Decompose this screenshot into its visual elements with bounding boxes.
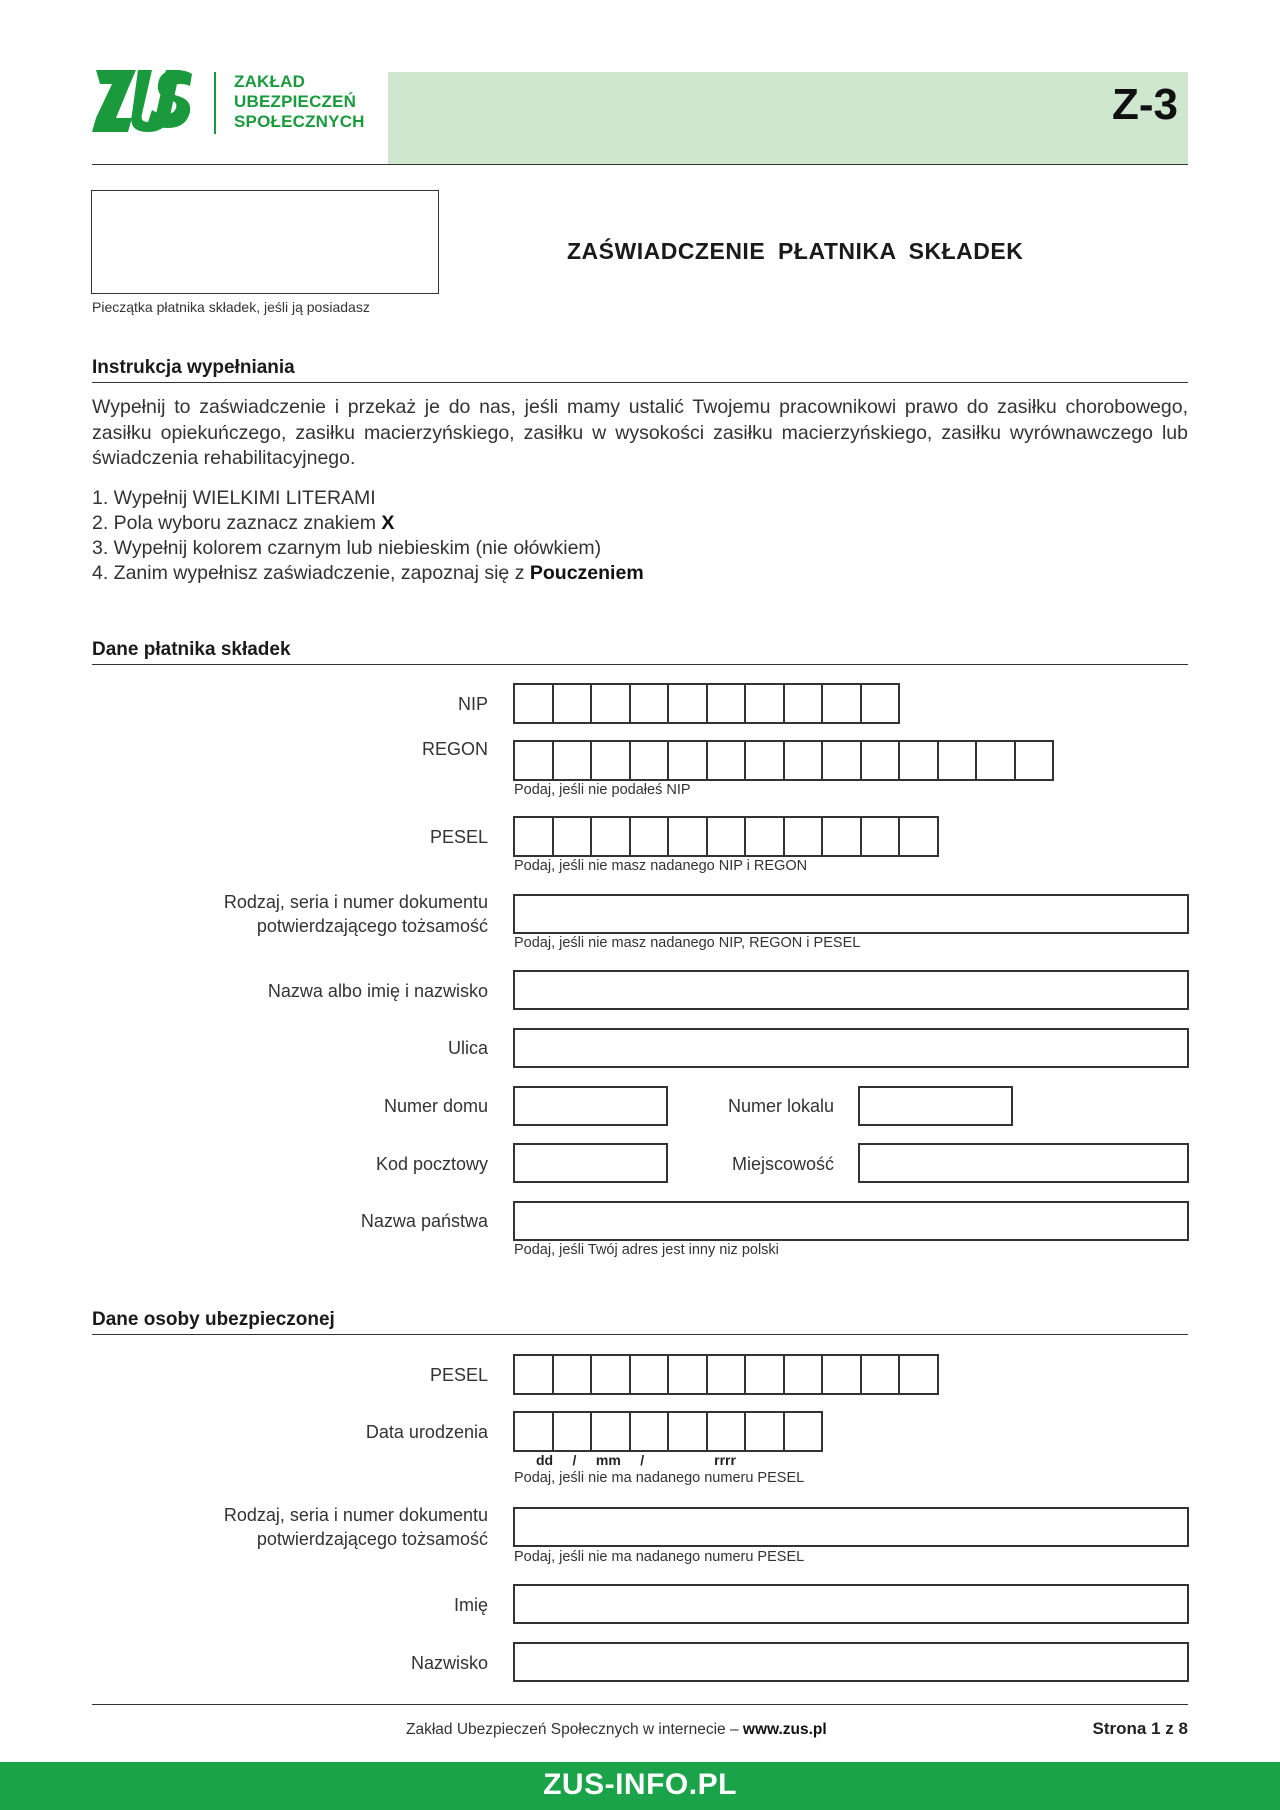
digit-cell[interactable] xyxy=(862,818,901,855)
digit-cell[interactable] xyxy=(708,818,747,855)
insured-pesel-label: PESEL xyxy=(429,1365,488,1385)
digit-cell[interactable] xyxy=(823,818,862,855)
digit-cell[interactable] xyxy=(592,818,631,855)
payer-country-hint: Podaj, jeśli Twój adres jest inny niz polski xyxy=(514,1242,779,1258)
digit-cell[interactable] xyxy=(823,742,862,779)
digit-cell[interactable] xyxy=(939,742,978,779)
payer-apt-label: Numer lokalu xyxy=(727,1096,834,1116)
digit-cell[interactable] xyxy=(669,1413,708,1450)
digit-cell[interactable] xyxy=(515,1413,554,1450)
payer-name-field[interactable] xyxy=(513,970,1189,1010)
payer-country-field[interactable] xyxy=(513,1201,1189,1241)
page-total: 8 xyxy=(1178,1719,1188,1738)
digit-cell[interactable] xyxy=(746,1413,785,1450)
payer-postal-label: Kod pocztowy xyxy=(375,1154,488,1174)
insured-pesel-field[interactable] xyxy=(513,1354,939,1395)
insured-doc-label-line: Rodzaj, seria i numer dokumentu xyxy=(223,1505,488,1525)
digit-cell[interactable] xyxy=(554,818,593,855)
logo-divider xyxy=(214,72,216,134)
insured-dob-hint: Podaj, jeśli nie ma nadanego numeru PESEL xyxy=(514,1470,805,1486)
payer-pesel-label: PESEL xyxy=(429,827,488,847)
payer-doc-hint: Podaj, jeśli nie masz nadanego NIP, REGON i PESEL xyxy=(514,935,861,951)
digit-cell[interactable] xyxy=(746,685,785,722)
zus-logo xyxy=(92,66,196,138)
payer-postal-field[interactable] xyxy=(513,1143,668,1183)
payer-regon-field[interactable] xyxy=(513,740,1054,781)
insured-doc-field[interactable] xyxy=(513,1507,1189,1547)
payer-doc-label-line: potwierdzającego tożsamość xyxy=(256,916,488,936)
insured-doc-label-line: potwierdzającego tożsamość xyxy=(256,1529,488,1549)
digit-cell[interactable] xyxy=(631,1356,670,1393)
insured-dob-field[interactable] xyxy=(513,1411,823,1452)
page-word: Strona xyxy=(1092,1719,1147,1738)
digit-cell[interactable] xyxy=(708,1413,747,1450)
footer-rule xyxy=(92,1704,1188,1705)
step-1: 1. Wypełnij WIELKIMI LITERAMI xyxy=(92,487,376,509)
insured-heading: Dane osoby ubezpieczonej xyxy=(92,1309,335,1330)
payer-doc-label xyxy=(224,890,488,938)
payer-pesel-field[interactable] xyxy=(513,816,939,857)
stamp-caption: Pieczątka płatnika składek, jeśli ją posiadasz xyxy=(92,299,370,315)
insured-dob-format: dd / mm / rrrr xyxy=(536,1452,736,1468)
digit-cell[interactable] xyxy=(515,685,554,722)
insured-doc-label xyxy=(224,1503,488,1551)
org-name-line: ZAKŁAD xyxy=(234,72,306,91)
payer-name-label: Nazwa albo imię i nazwisko xyxy=(267,981,488,1001)
insured-dob-label: Data urodzenia xyxy=(365,1422,488,1442)
digit-cell[interactable] xyxy=(631,685,670,722)
form-code: Z-3 xyxy=(1112,80,1178,129)
document-title: ZAŚWIADCZENIE PŁATNIKA SKŁADEK xyxy=(567,238,1024,264)
step-3: 3. Wypełnij kolorem czarnym lub niebieskim (nie ołówkiem) xyxy=(92,537,602,559)
step-2-text: 2. Pola wyboru zaznacz znakiem xyxy=(92,512,382,534)
digit-cell[interactable] xyxy=(515,818,554,855)
digit-cell[interactable] xyxy=(785,685,824,722)
digit-cell[interactable] xyxy=(669,742,708,779)
payer-country-label: Nazwa państwa xyxy=(360,1211,488,1231)
payer-nip-field[interactable] xyxy=(513,683,900,724)
digit-cell[interactable] xyxy=(708,742,747,779)
payer-heading: Dane płatnika składek xyxy=(92,639,291,660)
payer-house-label: Numer domu xyxy=(383,1096,488,1116)
step-4 xyxy=(92,561,644,586)
payer-apt-field[interactable] xyxy=(858,1086,1013,1126)
instructions-heading: Instrukcja wypełniania xyxy=(92,357,295,378)
insured-first-name-field[interactable] xyxy=(513,1584,1189,1624)
digit-cell[interactable] xyxy=(862,742,901,779)
payer-city-label: Miejscowość xyxy=(731,1154,834,1174)
section-rule xyxy=(92,1334,1188,1335)
digit-cell[interactable] xyxy=(708,685,747,722)
digit-cell[interactable] xyxy=(515,742,554,779)
digit-cell[interactable] xyxy=(592,742,631,779)
digit-cell[interactable] xyxy=(785,742,824,779)
digit-cell[interactable] xyxy=(554,1413,593,1450)
digit-cell[interactable] xyxy=(669,1356,708,1393)
page-number xyxy=(1093,1719,1188,1739)
digit-cell[interactable] xyxy=(785,1356,824,1393)
insured-first-name-label: Imię xyxy=(453,1595,488,1615)
page-separator: z xyxy=(1165,1719,1174,1738)
digit-cell[interactable] xyxy=(631,742,670,779)
instructions-intro: Wypełnij to zaświadczenie i przekaż je do nas, jeśli mamy ustalić Twojemu pracownikowi prawo do zasiłku chorobowego, zasiłku opiekuńczego, zasiłku macierzyńskiego, zasiłku w wysokości zasiłku macierzyńskiego, zasiłku wyrównawczego lub świadczenia rehabilitacyjnego. xyxy=(92,396,1188,469)
digit-cell[interactable] xyxy=(746,818,785,855)
digit-cell[interactable] xyxy=(785,1413,824,1450)
digit-cell[interactable] xyxy=(823,685,862,722)
step-2 xyxy=(92,511,644,536)
payer-regon-hint: Podaj, jeśli nie podałeś NIP xyxy=(514,782,691,798)
footer-url-link[interactable]: www.zus.pl xyxy=(742,1721,827,1738)
digit-cell[interactable] xyxy=(669,818,708,855)
digit-cell[interactable] xyxy=(669,685,708,722)
step-4-text: 4. Zanim wypełnisz zaświadczenie, zapoznaj się z xyxy=(92,562,530,584)
payer-nip-label: NIP xyxy=(457,694,488,714)
org-name-line: SPOŁECZNYCH xyxy=(234,112,365,131)
digit-cell[interactable] xyxy=(900,742,939,779)
footer-note xyxy=(406,1721,827,1739)
digit-cell[interactable] xyxy=(746,1356,785,1393)
digit-cell[interactable] xyxy=(554,685,593,722)
digit-cell[interactable] xyxy=(631,818,670,855)
section-rule xyxy=(92,382,1188,383)
header-rule xyxy=(92,164,1188,165)
digit-cell[interactable] xyxy=(785,818,824,855)
digit-cell[interactable] xyxy=(862,685,901,722)
digit-cell[interactable] xyxy=(900,1356,939,1393)
payer-street-label: Ulica xyxy=(447,1038,488,1058)
header-band xyxy=(388,72,1188,164)
stamp-box xyxy=(91,190,439,294)
digit-cell[interactable] xyxy=(708,1356,747,1393)
digit-cell[interactable] xyxy=(554,1356,593,1393)
section-rule xyxy=(92,664,1188,665)
page-current: 1 xyxy=(1151,1719,1161,1738)
digit-cell[interactable] xyxy=(515,1356,554,1393)
payer-street-field[interactable] xyxy=(513,1028,1189,1068)
payer-doc-label-line: Rodzaj, seria i numer dokumentu xyxy=(223,892,488,912)
insured-last-name-field[interactable] xyxy=(513,1642,1189,1682)
insured-doc-hint: Podaj, jeśli nie ma nadanego numeru PESEL xyxy=(514,1549,805,1565)
digit-cell[interactable] xyxy=(592,685,631,722)
digit-cell[interactable] xyxy=(554,742,593,779)
digit-cell[interactable] xyxy=(823,1356,862,1393)
org-name-line: UBEZPIECZEŃ xyxy=(234,92,357,111)
org-name xyxy=(234,72,365,132)
step-4-link: Pouczeniem xyxy=(529,562,644,584)
payer-pesel-hint: Podaj, jeśli nie masz nadanego NIP i REGON xyxy=(514,858,808,874)
digit-cell[interactable] xyxy=(977,742,1016,779)
digit-cell[interactable] xyxy=(631,1413,670,1450)
digit-cell[interactable] xyxy=(746,742,785,779)
digit-cell[interactable] xyxy=(592,1356,631,1393)
digit-cell[interactable] xyxy=(900,818,939,855)
payer-regon-label: REGON xyxy=(421,739,488,759)
insured-last-name-label: Nazwisko xyxy=(410,1653,488,1673)
payer-city-field[interactable] xyxy=(858,1143,1189,1183)
payer-house-field[interactable] xyxy=(513,1086,668,1126)
digit-cell[interactable] xyxy=(862,1356,901,1393)
watermark-text: ZUS-INFO.PL xyxy=(543,1768,737,1801)
step-2-mark: X xyxy=(381,512,395,534)
digit-cell[interactable] xyxy=(1016,742,1055,779)
footer-note-text: Zakład Ubezpieczeń Społecznych w internecie – xyxy=(406,1721,743,1738)
payer-doc-field[interactable] xyxy=(513,894,1189,934)
instructions-steps xyxy=(92,486,644,586)
digit-cell[interactable] xyxy=(592,1413,631,1450)
